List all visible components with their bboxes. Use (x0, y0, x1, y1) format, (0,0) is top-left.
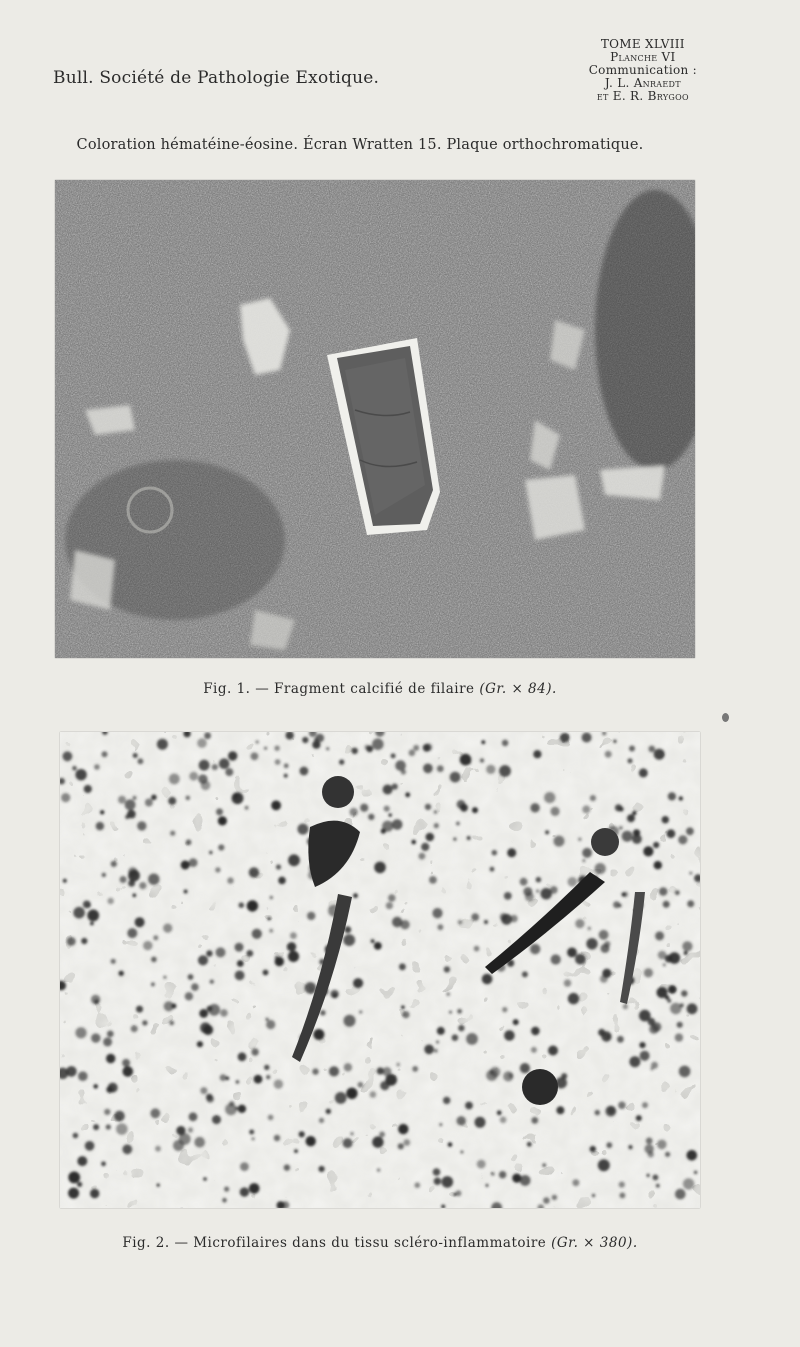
journal-title: Bull. Société de Pathologie Exotique. (53, 68, 380, 88)
figure-1-caption (0, 681, 760, 697)
author-2: et E. R. Brygoo (596, 89, 689, 103)
figure-1-magnification: (Gr. × 84). (479, 681, 557, 697)
figure-1-label: Fig. 1. — Fragment calcifié de filaire (203, 681, 475, 697)
figure-2-photo (60, 732, 700, 1208)
tome-label: TOME XLVIII (600, 37, 685, 51)
communication-label: Communication : (588, 63, 697, 77)
figure-1-photo (55, 180, 695, 658)
figure-2-caption (0, 1235, 760, 1251)
author-1: J. L. Anraedt (604, 76, 681, 90)
stain-note: Coloration hématéine-éosine. Écran Wratten 15. Plaque orthochromatique. (76, 137, 644, 153)
plate-info (589, 38, 697, 103)
figure-2-label: Fig. 2. — Microfilaires dans du tissu scléro-inflammatoire (122, 1235, 547, 1251)
paper-spot (722, 713, 729, 722)
figure-2-magnification: (Gr. × 380). (551, 1235, 638, 1251)
planche-label: Planche VI (610, 50, 676, 64)
